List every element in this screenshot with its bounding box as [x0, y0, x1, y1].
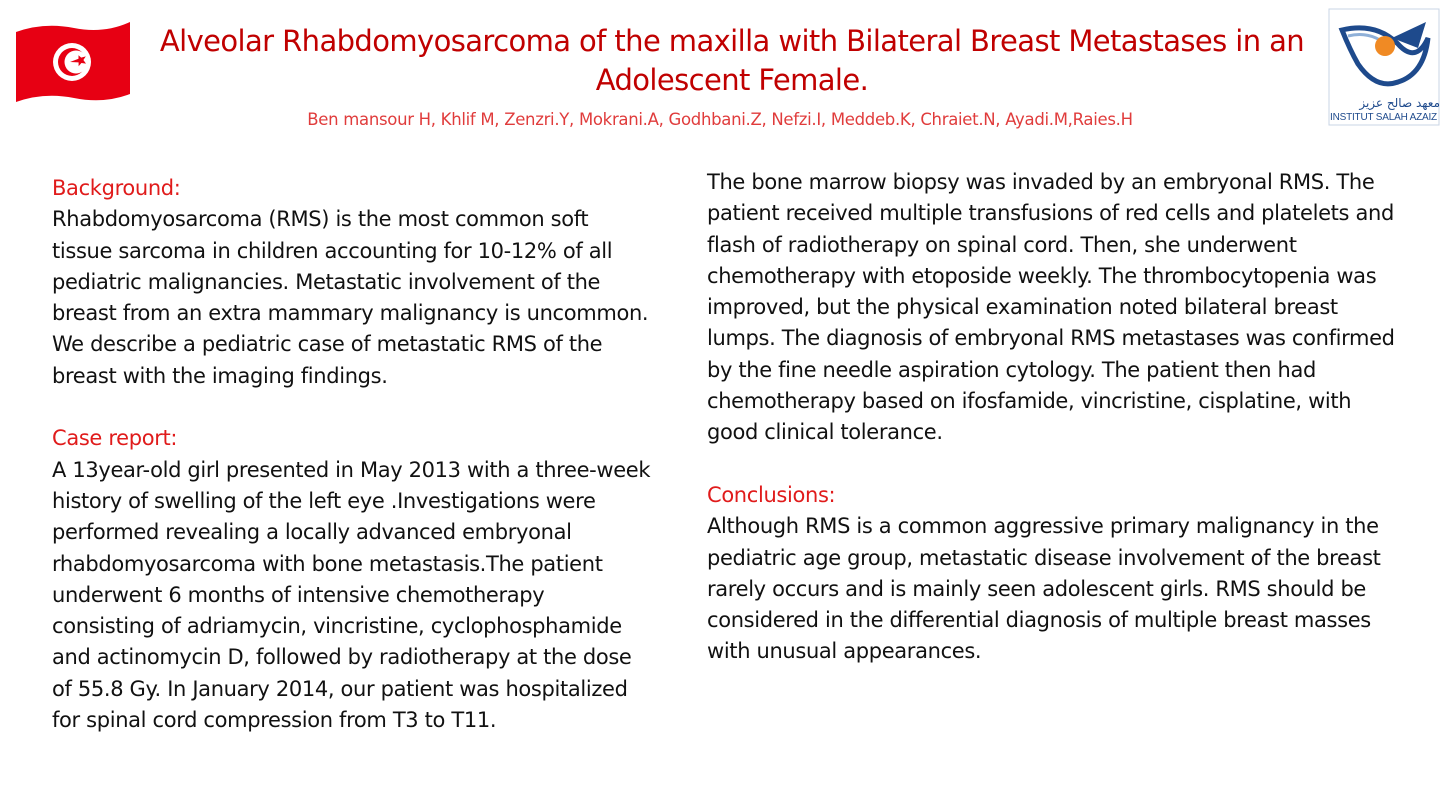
- background-text: Rhabdomyosarcoma (RMS) is the most common soft tissue sarcoma in children accounting for 10-12% of all pediatric malignancies. Metastatic involvement of the breast from an extra mammary malignancy is uncommon. We describe a pediatric case of metastatic RMS of the breast with the imaging findings.: [52, 207, 649, 388]
- logo-arabic-name: معهد صالح عزيز: [1359, 96, 1440, 110]
- section-spacer: [52, 392, 652, 423]
- case-report-heading: Case report:: [52, 426, 178, 451]
- authors-line: Ben mansour H, Khlif M, Zenzri.Y, Mokrani.A, Godhbani.Z, Nefzi.I, Meddeb.K, Chraiet.N, Ayadi.M,Raies.H: [307, 110, 1133, 129]
- tunisia-flag-icon: [14, 18, 132, 106]
- conclusions-text: Although RMS is a common aggressive primary malignancy in the pediatric age group, metastatic disease involvement of the breast rarely occurs and is mainly seen adolescent girls. RMS should be considered in the differential diagnosis of multiple breast masses with unusual appearances.: [707, 514, 1381, 664]
- poster-title: Alveolar Rhabdomyosarcoma of the maxilla with Bilateral Breast Metastases in an Adolescent Female.: [159, 24, 1305, 97]
- conclusions-heading: Conclusions:: [707, 482, 836, 507]
- case-report-continued-text: The bone marrow biopsy was invaded by an embryonal RMS. The patient received multiple transfusions of red cells and platelets and flash of radiotherapy on spinal cord. Then, she underwent chemotherapy with etoposide weekly. The thrombocytopenia was improved, but the physical examination noted bilateral breast lumps. The diagnosis of embryonal RMS metastases was confirmed by the fine needle aspiration cytology. The patient then had chemotherapy based on ifosfamide, vincristine, cisplatine, with good clinical tolerance.: [707, 170, 1395, 445]
- right-column: [707, 167, 1397, 668]
- background-heading: Background:: [52, 176, 181, 200]
- logo-orange-dot: [1375, 36, 1395, 56]
- case-report-text: A 13year-old girl presented in May 2013 with a three-week history of swelling of the left eye .Investigations were performed revealing a locally advanced embryonal rhabdomyosarcoma with bone metastasis.The patient underwent 6 months of intensive chemotherapy consisting of adriamycin, vincristine, cyclophosphamide and actinomycin D, followed by radiotherapy at the dose of 55.8 Gy. In January 2014, our patient was hospitalized for spinal cord compression from T3 to T11.: [52, 457, 651, 733]
- left-column: [52, 173, 652, 736]
- section-spacer: [707, 449, 1397, 480]
- logo-label: INSTITUT SALAH AZAIZ: [1330, 112, 1437, 123]
